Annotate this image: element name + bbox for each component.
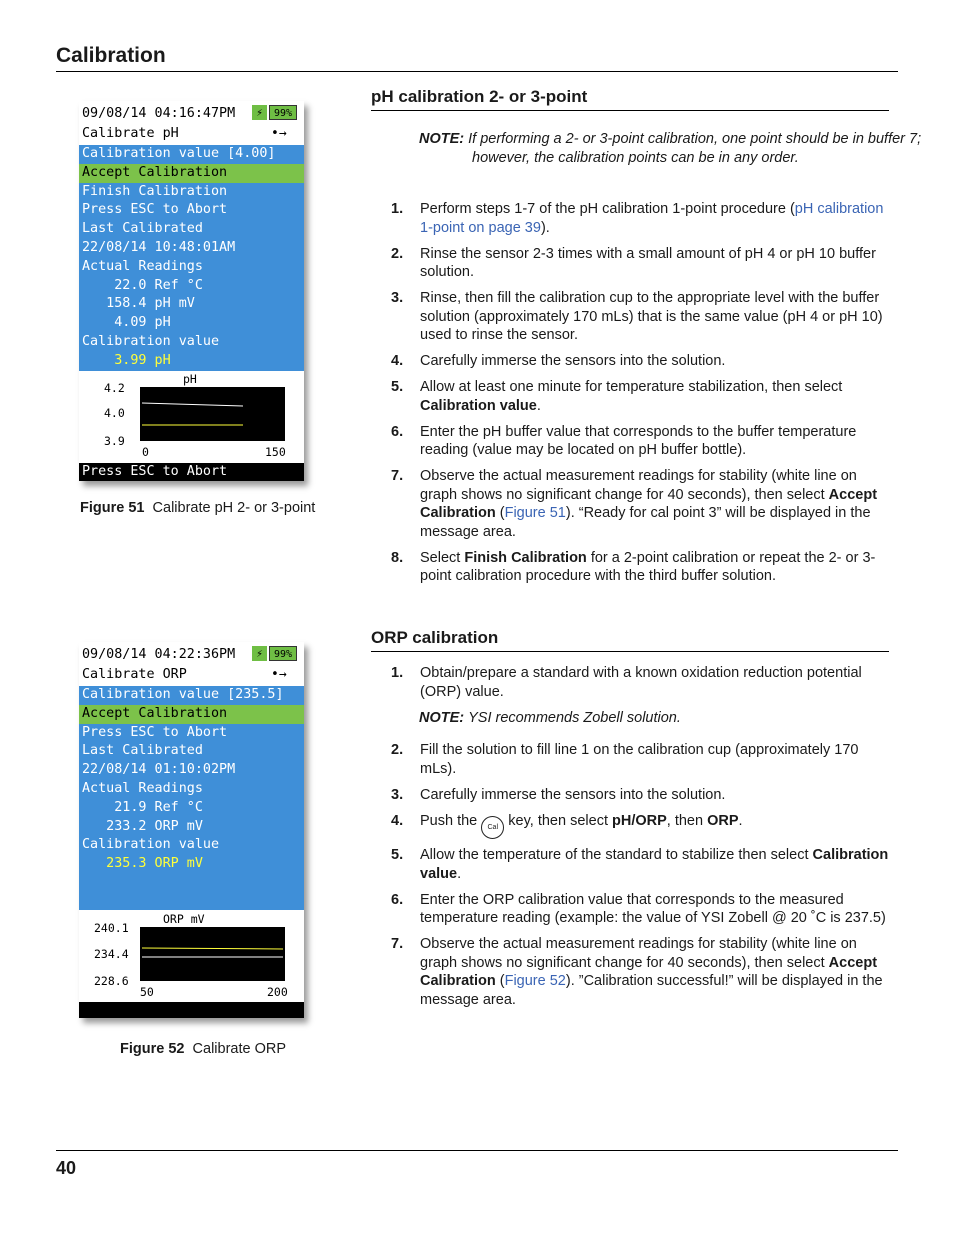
- caption-text: Calibrate ORP: [192, 1041, 287, 1057]
- stability-graph: [79, 910, 304, 1002]
- menu-term: Finish Calibration: [464, 549, 587, 566]
- figure-51-screen: [79, 101, 304, 481]
- caption-text: Calibrate pH 2- or 3-point: [152, 500, 316, 516]
- step-text: Carefully immerse the sensors into the solution.: [420, 353, 726, 369]
- page-title: Calibration: [56, 44, 166, 67]
- reading-ph-mv: 158.4 pH mV: [82, 296, 195, 312]
- menu-term: Accept Calibration: [420, 486, 878, 521]
- ph-note: [419, 130, 944, 167]
- x-tick-label: 200: [267, 985, 288, 999]
- battery-indicator: 99%: [269, 646, 297, 661]
- list-item: [391, 786, 891, 805]
- x-tick-label: 0: [142, 444, 149, 459]
- caption-label: Figure 51: [80, 500, 145, 516]
- list-item: [391, 423, 891, 460]
- note-text: YSI recommends Zobell solution.: [468, 709, 681, 726]
- figure-51-link[interactable]: Figure 51: [504, 505, 566, 521]
- reading-temperature: 21.9 Ref °C: [82, 799, 203, 815]
- device-screen-title: Calibrate ORP: [82, 667, 187, 682]
- y-tick-label: 3.9: [104, 433, 125, 448]
- device-header: [79, 101, 304, 145]
- step-text: Perform steps 1-7 of the pH calibration 1-point procedure (: [420, 201, 795, 217]
- note-text: If performing a 2- or 3-point calibration, one point should be in buffer 7; however, the calibration points can be in any order.: [468, 131, 922, 166]
- menu-term: pH/ORP: [612, 812, 667, 829]
- step-text: Push the: [420, 812, 482, 829]
- orp-section-heading: ORP calibration: [371, 628, 889, 652]
- step-text: ). “Ready for cal point 3” will be displayed in the message area.: [420, 505, 871, 540]
- device-clock: 09/08/14 04:22:36PM: [82, 647, 236, 662]
- step-number: 6.: [391, 423, 404, 440]
- figure-51-caption: [80, 500, 315, 516]
- graph-plot-area: [140, 387, 285, 441]
- ph-steps-list: [391, 200, 891, 593]
- menu-item-accept-calibration[interactable]: Accept Calibration: [79, 164, 304, 183]
- step-number: 7.: [391, 936, 404, 952]
- step-number: 8.: [391, 549, 404, 566]
- y-tick-label: 228.6: [94, 974, 129, 988]
- footer-rule: [56, 1150, 898, 1151]
- caption-label: Figure 52: [120, 1041, 185, 1057]
- calibration-value-label: Calibration value: [82, 837, 220, 853]
- menu-item-finish-calibration[interactable]: Finish Calibration: [82, 183, 228, 199]
- step-number: 2.: [391, 245, 404, 262]
- step-text: Observe the actual measurement readings for stability (white line on graph shows no significant change for 40 seconds), then select: [420, 936, 857, 971]
- list-item: [391, 846, 891, 883]
- step-number: 5.: [391, 379, 404, 395]
- battery-indicator: 99%: [269, 105, 297, 120]
- menu-item-press-esc: Press ESC to Abort: [82, 724, 228, 740]
- device-header: [79, 642, 304, 686]
- step-text: for a 2-point calibration or repeat the 2- or 3-point calibration procedure with the third buffer solution.: [420, 549, 876, 584]
- menu-item-press-esc: Press ESC to Abort: [82, 202, 228, 218]
- menu-item-calibration-value[interactable]: Calibration value [235.5]: [82, 687, 284, 702]
- list-item: [391, 741, 891, 778]
- note-row: [391, 709, 891, 728]
- graph-title: pH: [183, 371, 197, 386]
- ph-section-heading: pH calibration 2- or 3-point: [371, 87, 889, 111]
- step-text: Enter the ORP calibration value that corresponds to the measured temperature reading (example: the value of YSI Zobell @ 20 ˚C is 237.5): [420, 891, 886, 926]
- step-text: Select: [420, 549, 465, 566]
- orp-steps-list: [391, 664, 891, 1017]
- step-number: 1.: [391, 201, 404, 217]
- step-text: .: [738, 812, 743, 829]
- step-text: .: [536, 397, 541, 414]
- device-message-bar: [79, 1002, 304, 1018]
- step-number: 7.: [391, 468, 404, 484]
- step-text: Allow the temperature of the standard to stabilize then select: [420, 847, 813, 863]
- figure-52-screen: [79, 642, 304, 1018]
- step-text: Fill the solution to fill line 1 on the calibration cup (approximately 170 mLs).: [420, 742, 859, 777]
- menu-term: ORP: [707, 812, 739, 829]
- list-item: [391, 549, 891, 586]
- calibration-value-reading: 3.99 pH: [82, 352, 171, 368]
- step-text: key, then select: [504, 812, 612, 829]
- menu-item-accept-calibration[interactable]: Accept Calibration: [79, 705, 304, 724]
- graph-title: ORP mV: [163, 912, 205, 926]
- y-tick-label: 240.1: [94, 921, 129, 935]
- step-number: 3.: [391, 290, 404, 306]
- list-item: [391, 891, 891, 928]
- usb-icon: •→: [271, 667, 287, 682]
- step-text: Carefully immerse the sensors into the solution.: [420, 786, 726, 803]
- device-menu: [79, 686, 304, 910]
- stability-graph: [79, 371, 304, 463]
- step-text: Rinse, then fill the calibration cup to the appropriate level with the buffer solution (approximately 170 mLs) that is the same value (pH 4 or pH 10) used to rinse the sensor.: [420, 290, 883, 343]
- last-calibrated-label: Last Calibrated: [82, 221, 203, 237]
- last-calibrated-date: 22/08/14 01:10:02PM: [82, 762, 236, 778]
- actual-readings-label: Actual Readings: [82, 780, 203, 796]
- device-clock: 09/08/14 04:16:47PM: [82, 106, 236, 121]
- y-tick-label: 234.4: [94, 947, 129, 961]
- step-number: 5.: [391, 847, 404, 863]
- step-text: (: [495, 505, 505, 521]
- list-item: [391, 467, 891, 541]
- list-item: [391, 289, 891, 345]
- list-item: [391, 812, 891, 839]
- list-item: [391, 352, 891, 371]
- page-number: 40: [56, 1158, 77, 1178]
- note-label: NOTE:: [419, 131, 465, 147]
- charging-icon: ⚡: [252, 105, 267, 120]
- graph-plot-area: [140, 927, 285, 981]
- reading-ph: 4.09 pH: [82, 315, 171, 331]
- step-text: ).: [540, 219, 550, 236]
- list-item: [391, 935, 891, 1009]
- menu-item-calibration-value[interactable]: Calibration value [4.00]: [82, 146, 276, 161]
- reading-orp-mv: 233.2 ORP mV: [82, 818, 203, 834]
- step-number: 3.: [391, 786, 404, 803]
- menu-term: Accept Calibration: [420, 954, 878, 989]
- device-screen-title: Calibrate pH: [82, 126, 179, 141]
- ph-1-point-link[interactable]: pH calibration 1-point on page 39: [420, 201, 884, 236]
- calibration-value-reading: 235.3 ORP mV: [82, 856, 203, 872]
- figure-52-link[interactable]: Figure 52: [504, 973, 566, 989]
- step-text: Allow at least one minute for temperature stabilization, then select: [420, 379, 843, 395]
- cal-key-icon: Cal: [481, 816, 504, 839]
- y-tick-label: 4.0: [104, 405, 125, 420]
- reading-temperature: 22.0 Ref °C: [82, 277, 203, 293]
- step-number: 4.: [391, 812, 404, 829]
- menu-term: Calibration value: [420, 397, 537, 414]
- x-tick-label: 150: [265, 444, 286, 459]
- y-tick-label: 4.2: [104, 380, 125, 395]
- charging-icon: ⚡: [252, 646, 267, 661]
- step-number: 6.: [391, 891, 404, 908]
- step-text: (: [495, 973, 505, 989]
- device-message-bar: Press ESC to Abort: [79, 463, 304, 481]
- step-number: 1.: [391, 665, 404, 681]
- step-text: Rinse the sensor 2-3 times with a small amount of pH 4 or pH 10 buffer solution.: [420, 245, 876, 280]
- step-text: , then: [666, 812, 708, 829]
- last-calibrated-label: Last Calibrated: [82, 743, 203, 759]
- list-item: [391, 200, 891, 237]
- title-rule: [56, 71, 898, 72]
- last-calibrated-date: 22/08/14 10:48:01AM: [82, 239, 236, 255]
- list-item: [391, 378, 891, 415]
- figure-52-caption: [120, 1041, 286, 1057]
- list-item: [391, 664, 891, 701]
- x-tick-label: 50: [140, 985, 154, 999]
- step-number: 2.: [391, 742, 404, 758]
- step-number: 4.: [391, 353, 404, 369]
- usb-icon: •→: [271, 126, 287, 141]
- step-text: Enter the pH buffer value that corresponds to the buffer temperature reading (value may be located on pH buffer bottle).: [420, 423, 857, 458]
- step-text: Obtain/prepare a standard with a known oxidation reduction potential (ORP) value.: [420, 665, 862, 700]
- actual-readings-label: Actual Readings: [82, 258, 203, 274]
- step-text: .: [457, 865, 462, 882]
- note-label: NOTE:: [419, 709, 465, 726]
- list-item: [391, 245, 891, 282]
- step-text: ). ”Calibration successful!” will be displayed in the message area.: [420, 973, 883, 1008]
- calibration-value-label: Calibration value: [82, 333, 220, 349]
- device-menu: [79, 145, 304, 371]
- step-text: Observe the actual measurement readings for stability (white line on graph shows no significant change for 40 seconds), then select: [420, 468, 857, 503]
- menu-term: Calibration value: [420, 847, 889, 882]
